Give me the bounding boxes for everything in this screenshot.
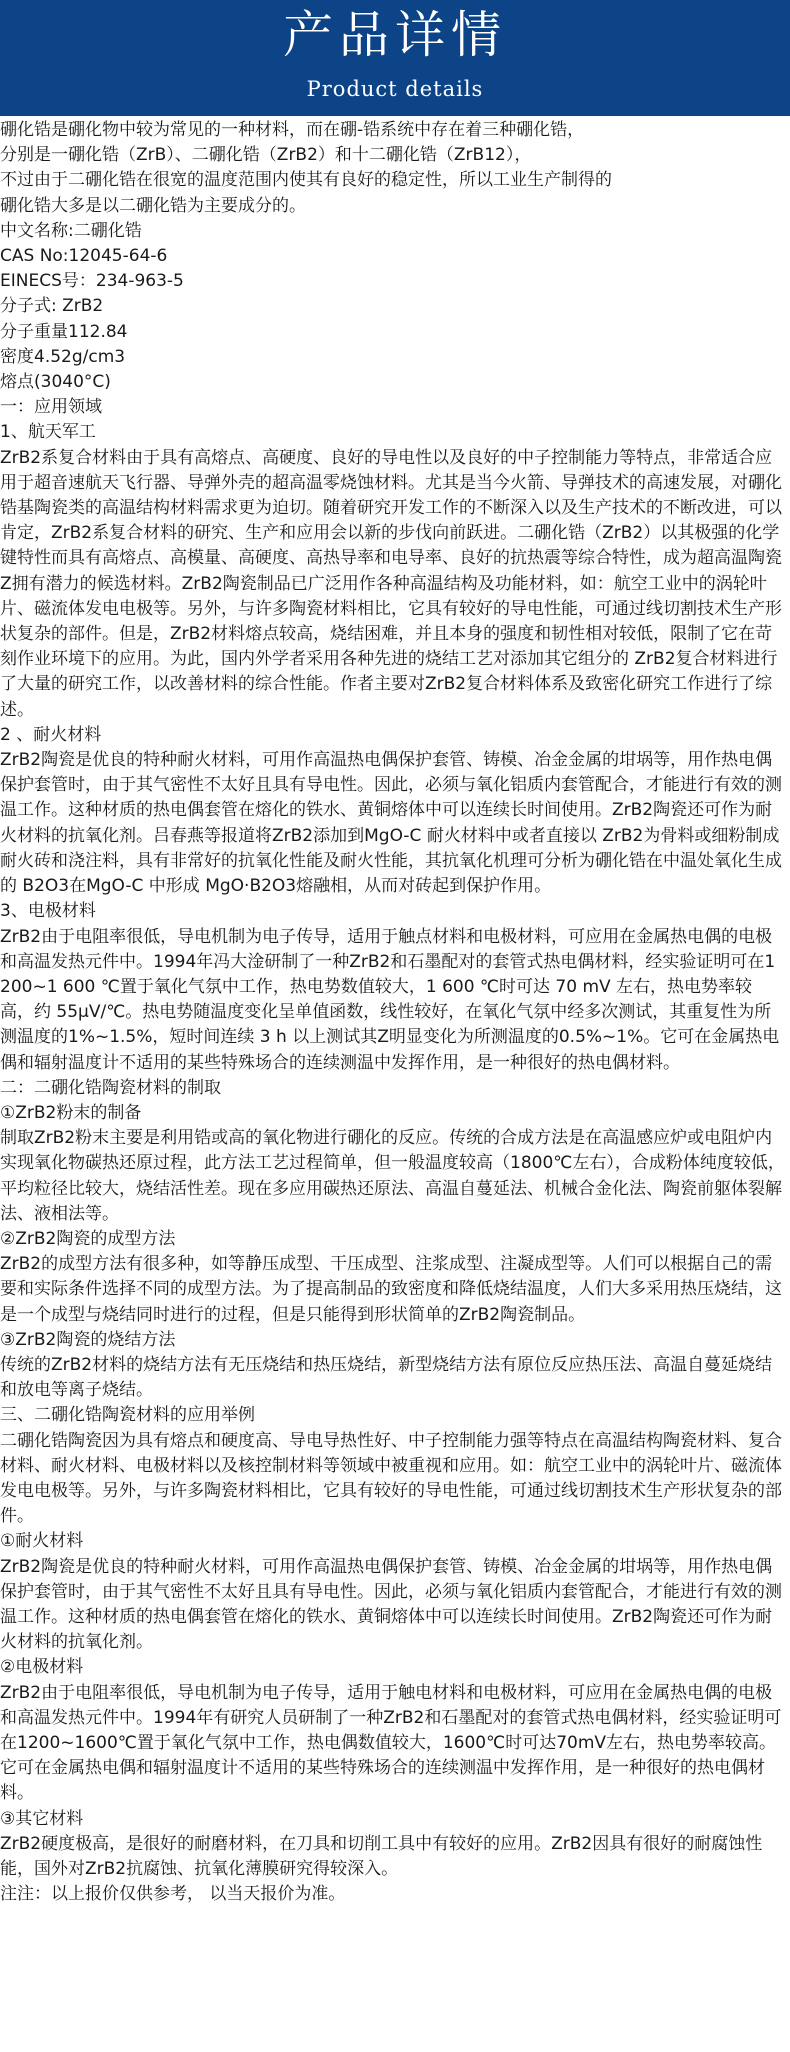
paragraph: 二硼化锆陶瓷因为具有熔点和硬度高、导电导热性好、中子控制能力强等特点在高温结构陶瓷材料、复合材料、耐火材料、电极材料以及核控制材料等领域中被重视和应用。如：航空工业中的涡轮叶片、磁流体发电电极等。另外，与许多陶瓷材料相比，它具有较好的导电性能，可通过线切割技术生产形状复杂的部件。 [0,1430,782,1527]
paragraph: ZrB2由于电阻率很低，导电机制为电子传导，适用于触点材料和电极材料，可应用在金属热电偶的电极和高温发热元件中。1994年冯大淦研制了一种ZrB2和石墨配对的套管式热电偶材料，经实验证明可在1 200~1 600 ℃置于氧化气氛中工作，热电势数值较大，1 600 ℃时可达 70 mV 左右，热电势率较高，约 55μV/℃。热电势随温度变化呈单值函数，线性较好，在氧化气氛中经多次测试，其重复性为所测温度的1%~1.5%，短时间连续 3 h 以上测试其Z明显变化为所测温度的0.5%~1%。它可在金属热电偶和辐射温度计不适用的某些特殊场合的连续测温中发挥作用，是一种很好的热电偶材料。 [0,926,780,1073]
paragraph: ZrB2系复合材料由于具有高熔点、高硬度、良好的导电性以及良好的中子控制能力等特点，非常适合应用于超音速航天飞行器、导弹外壳的超高温零烧蚀材料。尤其是当今火箭、导弹技术的高速发展，对硼化锆基陶瓷类的高温结构材料需求更为迫切。随着研究开发工作的不断深入以及生产技术的不断改进，可以肯定，ZrB2系复合材料的研究、生产和应用会以新的步伐向前跃进。二硼化锆（ZrB2）以其极强的化学键特性而具有高熔点、高模量、高硬度、高热导率和电导率、良好的抗热震等综合特性，成为超高温陶瓷Z拥有潜力的候选材料。ZrB2陶瓷制品已广泛用作各种高温结构及功能材料，如：航空工业中的涡轮叶片、磁流体发电电极等。另外，与许多陶瓷材料相比，它具有较好的导电性能，可通过线切割技术生产形状复杂的部件。但是，ZrB2材料熔点较高，烧结困难，并且本身的强度和韧性相对较低，限制了它在苛刻作业环境下的应用。为此，国内外学者采用各种先进的烧结工艺对添加其它组分的 ZrB2复合材料进行了大量的研究工作，以改善材料的综合性能。作者主要对ZrB2复合材料体系及致密化研究工作进行了综述。 [0,447,782,720]
intro-line: 不过由于二硼化锆在很宽的温度范围内使其有良好的稳定性，所以工业生产制得的 [0,170,612,191]
paragraph: ZrB2陶瓷是优良的特种耐火材料，可用作高温热电偶保护套管、铸模、冶金金属的坩埚等，用作热电偶保护套管时，由于其气密性不太好且具有导电性。因此，必须与氧化铝质内套管配合，才能进行有效的测温工作。这种材质的热电偶套管在熔化的铁水、黄铜熔体中可以连续长时间使用。ZrB2陶瓷还可作为耐火材料的抗氧化剂。吕春燕等报道将ZrB2添加到MgO-C 耐火材料中或者直接以 ZrB2为骨料或细粉制成耐火砖和浇注料，具有非常好的抗氧化性能及耐火性能，其抗氧化机理可分析为硼化锆在中温处氧化生成的 B2O3在MgO-C 中形成 MgO·B2O3熔融相，从而对砖起到保护作用。 [0,750,782,897]
section-heading: 一：应用领域 [0,397,102,418]
subsection-heading: ②电极材料 [0,1657,84,1678]
subsection-heading: 1、航天军工 [0,422,96,443]
subsection-heading: 3、电极材料 [0,901,96,922]
header-banner [0,0,790,116]
section-heading: 二：二硼化锆陶瓷材料的制取 [0,1077,221,1098]
paragraph: ZrB2的成型方法有很多种，如等静压成型、干压成型、注浆成型、注凝成型等。人们可以根据自己的需要和实际条件选择不同的成型方法。为了提高制品的致密度和降低烧结温度，人们大多采用热压烧结，这是一个成型与烧结同时进行的过程，但是只能得到形状简单的ZrB2陶瓷制品。 [0,1254,782,1325]
spec-melting-point: 熔点(3040°C) [0,372,111,393]
paragraph: 传统的ZrB2材料的烧结方法有无压烧结和热压烧结，新型烧结方法有原位反应热压法、高温自蔓延烧结和放电等离子烧结。 [0,1354,773,1401]
section-heading: 三、二硼化锆陶瓷材料的应用举例 [0,1405,255,1426]
paragraph: ZrB2硬度极高，是很好的耐磨材料，在刀具和切削工具中有较好的应用。ZrB2因具有很好的耐腐蚀性能，国外对ZrB2抗腐蚀、抗氧化薄膜研究得较深入。 [0,1833,763,1880]
spec-einecs-number: EINECS号：234-963-5 [0,271,184,292]
intro-line: 硼化锆是硼化物中较为常见的一种材料，而在硼-锆系统中存在着三种硼化锆， [0,120,585,140]
intro-line: 分别是一硼化锆（ZrB）、二硼化锆（ZrB2）和十二硼化锆（ZrB12）， [0,145,532,166]
spec-molecular-weight: 分子重量112.84 [0,321,128,342]
subsection-heading: ③ZrB2陶瓷的烧结方法 [0,1329,176,1350]
subsection-heading: 2 、耐火材料 [0,724,102,745]
paragraph: 制取ZrB2粉末主要是利用锆或高的氧化物进行硼化的反应。传统的合成方法是在高温感应炉或电阻炉内实现氧化物碳热还原过程，此方法工艺过程简单，但一般温度较高（1800℃左右），合成粉体纯度较低，平均粒径比较大，烧结活性差。现在多应用碳热还原法、高温自蔓延法、机械合金化法、陶瓷前躯体裂解法、液相法等。 [0,1128,785,1224]
page-subtitle: Product details [306,77,484,101]
price-note: 注注：以上报价仅供参考， 以当天报价为准。 [0,1884,346,1905]
spec-chinese-name: 中文名称:二硼化锆 [0,220,142,241]
spec-cas-number: CAS No:12045-64-6 [0,246,168,267]
subsection-heading: ③其它材料 [0,1808,84,1829]
subsection-heading: ①耐火材料 [0,1531,84,1552]
product-description [0,116,790,1907]
spec-formula: 分子式: ZrB2 [0,296,104,317]
spec-density: 密度4.52g/cm3 [0,346,126,367]
subsection-heading: ①ZrB2粉末的制备 [0,1102,142,1123]
paragraph: ZrB2由于电阻率很低，导电机制为电子传导，适用于触电材料和电极材料，可应用在金属热电偶的电极和高温发热元件中。1994年有研究人员研制了一种ZrB2和石墨配对的套管式热电偶材料，经实验证明可在1200~1600℃置于氧化气氛中工作，热电偶数值较大，1600℃时可达70mV左右，热电势率较高。它可在金属热电偶和辐射温度计不适用的某些特殊场合的连续测温中发挥作用，是一种很好的热电偶材料。 [0,1682,782,1804]
page-title: 产品详情 [283,6,507,64]
intro-line: 硼化锆大多是以二硼化锆为主要成分的。 [0,195,306,216]
subsection-heading: ②ZrB2陶瓷的成型方法 [0,1228,176,1249]
paragraph: ZrB2陶瓷是优良的特种耐火材料，可用作高温热电偶保护套管、铸模、冶金金属的坩埚等，用作热电偶保护套管时，由于其气密性不太好且具有导电性。因此，必须与氧化铝质内套管配合，才能进行有效的测温工作。这种材质的热电偶套管在熔化的铁水、黄铜熔体中可以连续长时间使用。ZrB2陶瓷还可作为耐火材料的抗氧化剂。 [0,1556,782,1653]
